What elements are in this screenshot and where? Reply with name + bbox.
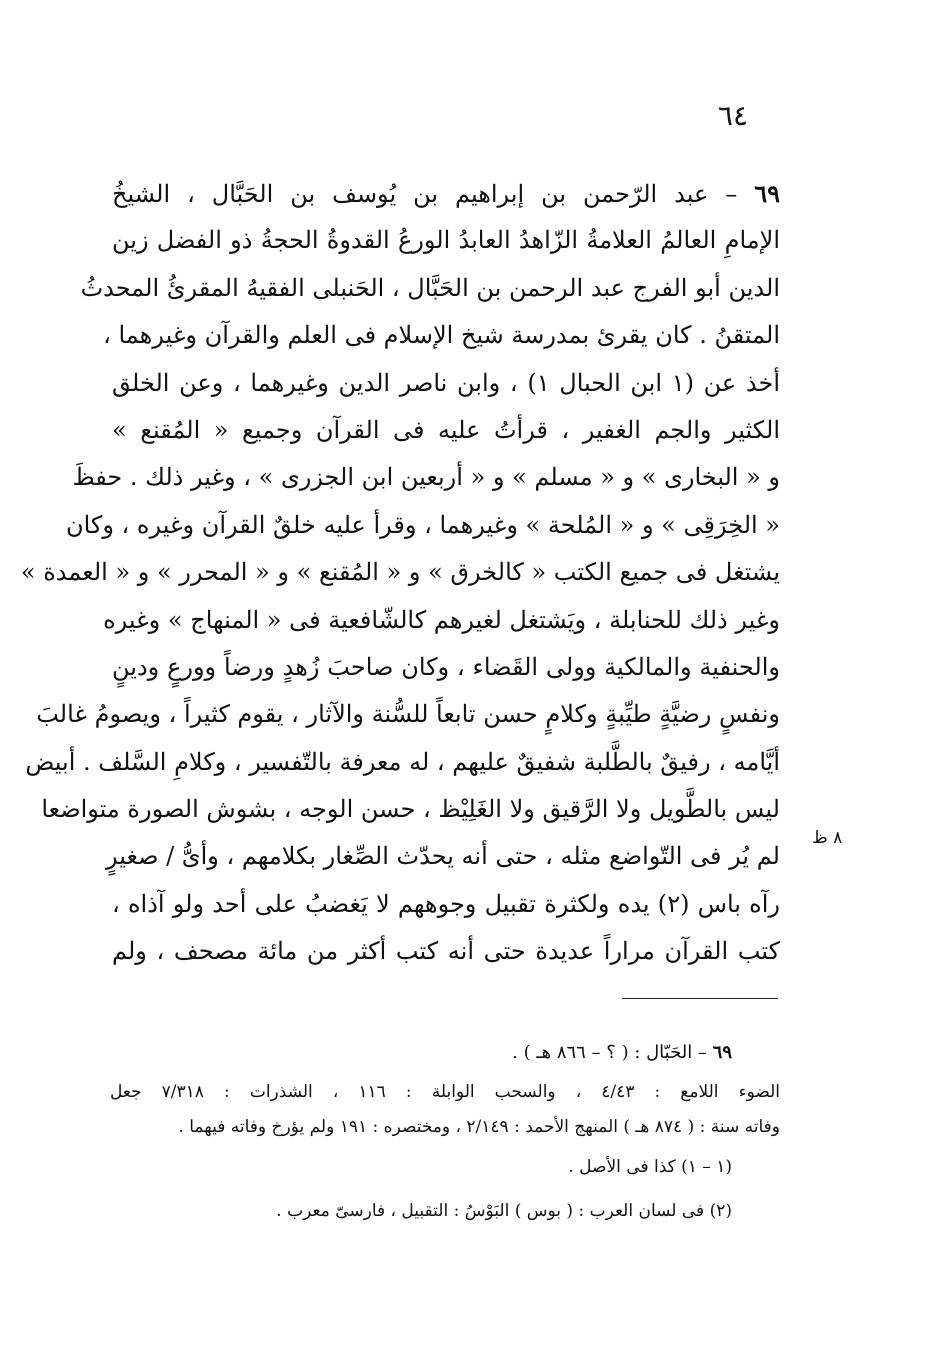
text-line: وغير ذلك للحنابلة ، ويَشتغل لغيرهم كالشّافعية فى « المنهاج » وغيره [103,605,780,634]
text-line: كتب القرآن مراراً عديدة حتى أنه كتب أكثر من مائة مصحف ، ولم [112,937,780,966]
footnotes [110,1030,780,1233]
text-line: و « البخارى » و « مسلم » و « أربعين ابن الجزرى » ، وغير ذلك . حفظَ [72,463,780,492]
text-line: يشتغل فى جميع الكتب « كالخرق » و « المُقنع » و « المحرر » و « العمدة » [20,558,780,587]
page-number: ٦٤ [717,99,748,132]
footnote-separator [622,998,778,999]
entry-number: ٦٩ [754,179,780,208]
text-line: ونفسٍ رضيَّةٍ طيِّبةٍ وكلامٍ حسن تابعاً للسُّنة والآثار ، يقوم كثيراً ، ويصومُ غالبَ [36,700,780,729]
folio-margin-note: ٨ ظ [812,828,843,848]
footnote-entry-text: – الحَبّال : ( ؟ – ٨٦٦ هـ ) . [512,1042,713,1063]
text-line-content: – عبد الرّحمن بن إبراهيم بن يُوسف بن الحَبَّال ، الشيخُ [112,180,755,208]
footnote-note-2: (٢) فى لسان العرب : ( بوس ) البَوْسُ : التقبيل ، فارسىّ معرب . [276,1201,732,1221]
text-line: الدين أبو الفرج عبد الرحمن بن الحَبَّال ، الحَنبلى الفقيهُ المقرئُ المحدثُ [80,273,780,302]
text-line: « الخِرَقِى » و « المُلحة » وغيرهما ، وقرأ عليه خلقٌ القرآن وغيره ، وكان [65,510,780,539]
text-line: رآه باس (٢) يده ولكثرة تقبيل وجوههم لا يَغضبُ على أحد ولو آذاه ، [112,889,781,918]
footnote-note-1: (١ – ١) كذا فى الأصل . [568,1157,732,1177]
text-line: المتقنُ . كان يقرئ بمدرسة شيخ الإسلام فى العلم والقرآن وغيرهما ، [103,321,780,350]
footnote-entry-number: ٦٩ [712,1042,732,1063]
footnote-sources-line: وفاته سنة : ( ٨٧٤ هـ ) المنهج الأحمد : ٢/١٤٩ ، ومختصره : ١٩١ ولم يؤرخ وفاته فيهما . [178,1117,780,1137]
text-line: والحنفية والمالكية وولى القَضاء ، وكان صاحبَ زُهدٍ ورضاً وورعٍ ودينٍ [112,652,780,681]
text-line: لم يُر فى التّواضع مثله ، حتى أنه يحدّث الصِّغار بكلامهم ، وأىُّ / صغيرٍ [106,842,780,871]
text-line: أخذ عن (١ ابن الحبال ١) ، وابن ناصر الدين وغيرهما ، وعن الخلق [112,368,780,397]
text-line: ليس بالطَّويل ولا الرَّقيق ولا الغَلِيْظ ، حسن الوجه ، بشوش الصورة متواضعا [41,795,780,824]
text-line: الكثير والجم الغفير ، قرأتُ عليه فى القرآن وجميع « المُقنع » [112,415,780,444]
biography-text [20,170,781,976]
text-line: أيَّامه ، رفيقٌ بالطَّلبة شفيقٌ عليهم ، له معرفة بالتّفسير ، وكلامِ السَّلف . أبيض [25,747,780,776]
footnote-sources-line: الضوء اللامع : ٤/٤٣ ، والسحب الوابلة : ١١٦ ، الشذرات : ٧/٣١٨ جعل [110,1082,780,1102]
footnote-entry [110,1030,780,1076]
text-line [112,170,780,217]
text-line: الإمامِ العالمُ العلامةُ الزّاهدُ العابدُ الورعُ القدوةُ الحجةُ ذو الفضل زين [112,226,780,255]
